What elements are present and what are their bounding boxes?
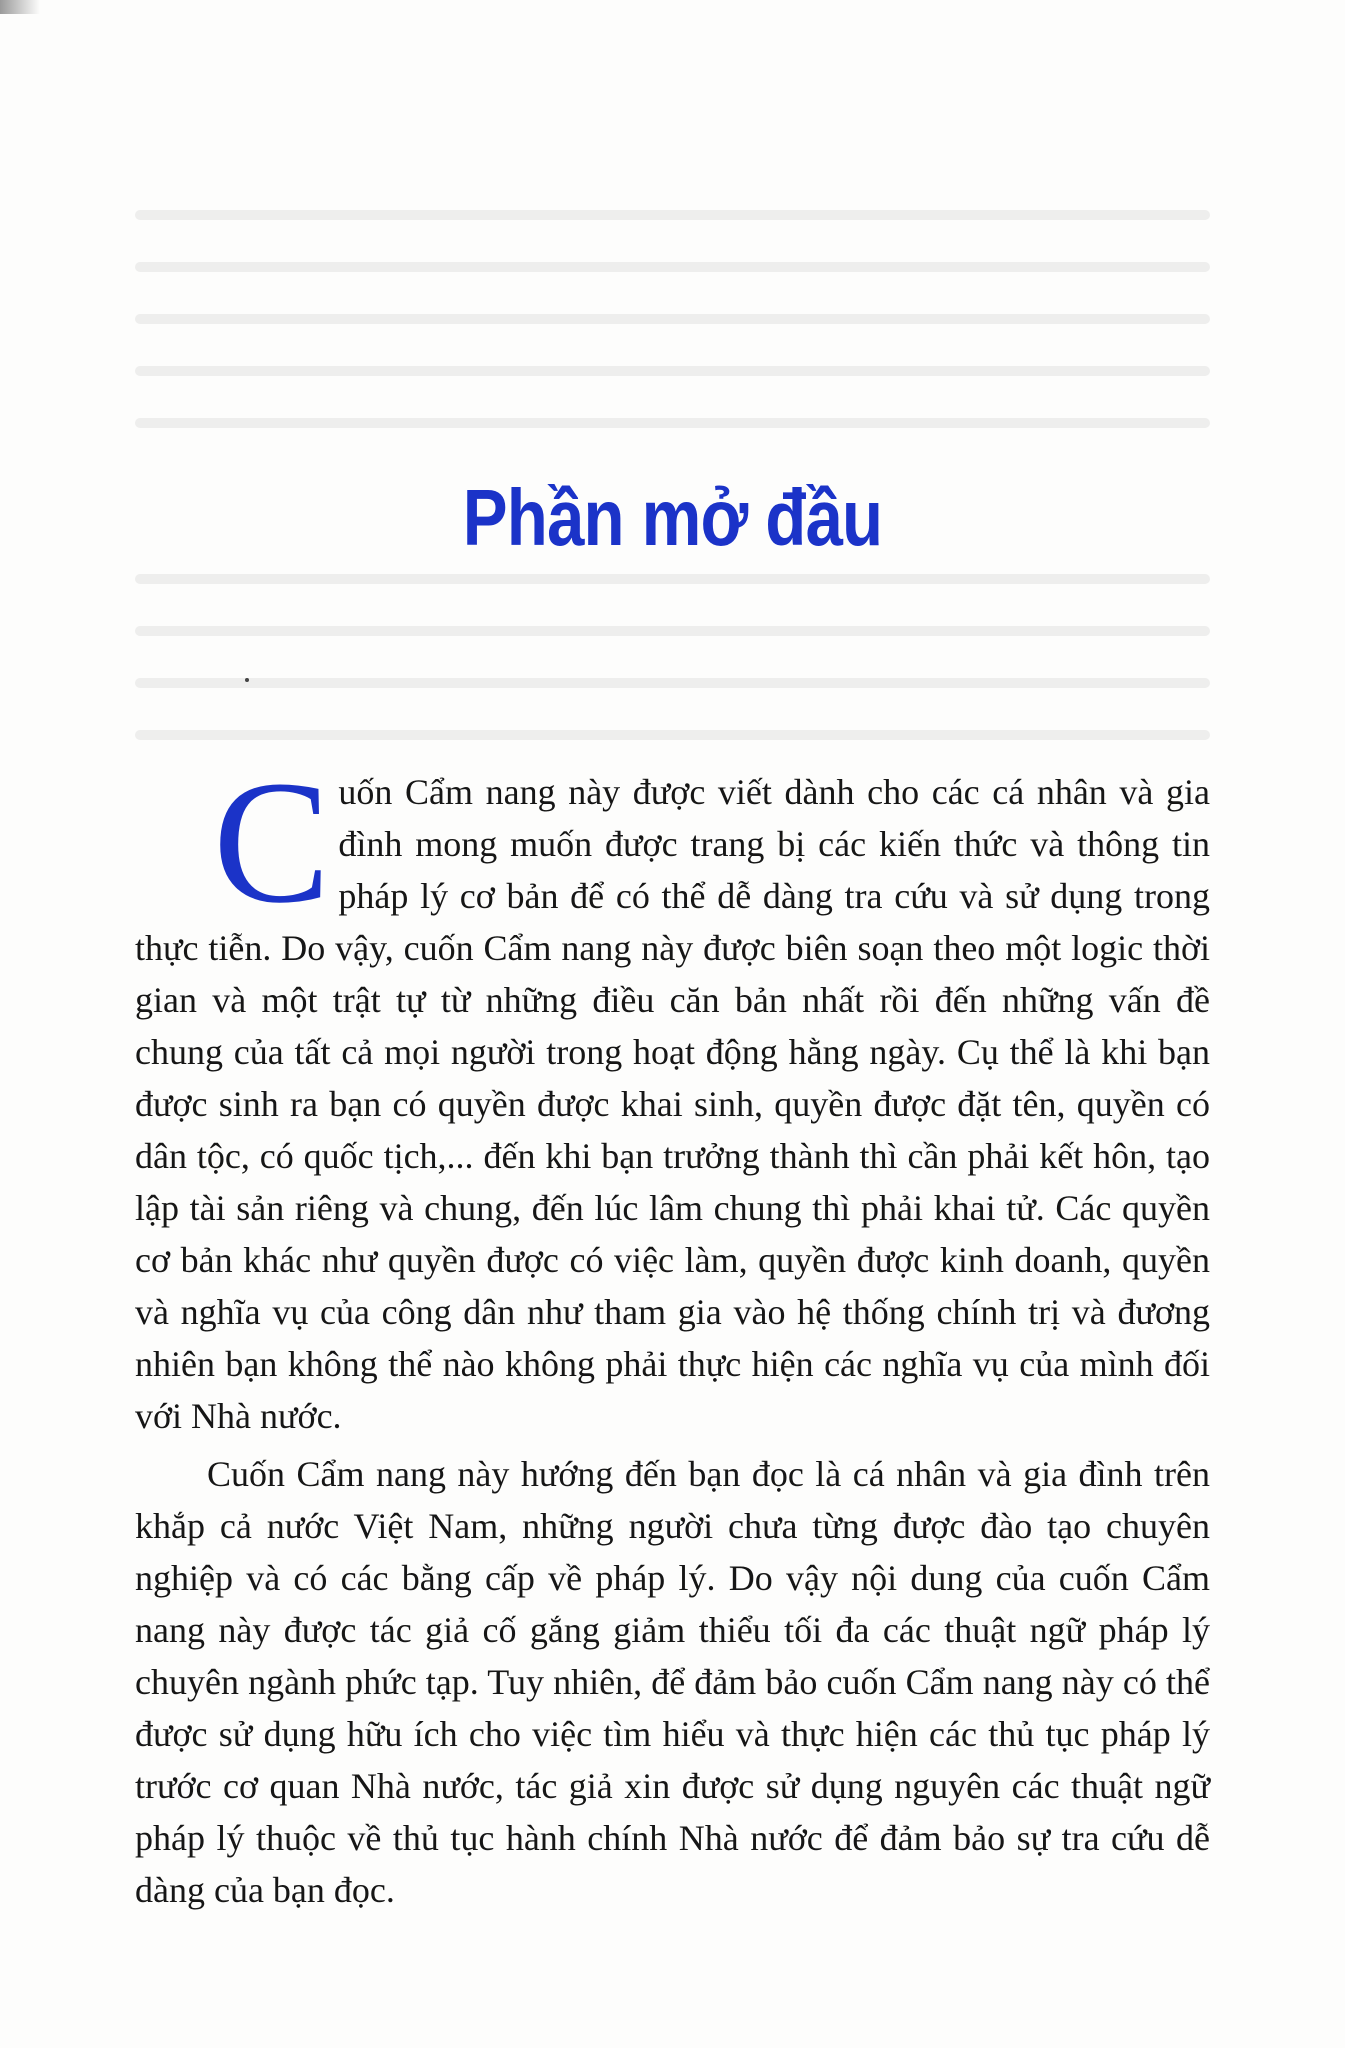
show-through-line: [135, 730, 1210, 740]
show-through-line: [135, 314, 1210, 324]
paragraph-1: [135, 745, 1210, 1442]
paragraph-2: Cuốn Cẩm nang này hướng đến bạn đọc là cá nhân và gia đình trên khắp cả nước Việt Nam, những người chưa từng được đào tạo chuyên nghiệp và có các bằng cấp về pháp lý. Do vậy nội dung của cuốn Cẩm nang này được tác giả cố gắng giảm thiểu tối đa các thuật ngữ pháp lý chuyên ngành phức tạp. Tuy nhiên, để đảm bảo cuốn Cẩm nang này có thể được sử dụng hữu ích cho việc tìm hiểu và thực hiện các thủ tục pháp lý trước cơ quan Nhà nước, tác giả xin được sử dụng nguyên các thuật ngữ pháp lý thuộc về thủ tục hành chính Nhà nước để đảm bảo sự tra cứu dễ dàng của bạn đọc.: [135, 1454, 1210, 1910]
dropcap-letter: C: [213, 745, 331, 940]
scan-corner-mark: [0, 0, 40, 14]
show-through-line: [135, 574, 1210, 584]
show-through-line: [135, 262, 1210, 272]
show-through-line: [135, 626, 1210, 636]
show-through-line: [135, 210, 1210, 220]
show-through-line: [135, 366, 1210, 376]
show-through-line: [135, 678, 1210, 688]
show-through-line: [135, 418, 1210, 428]
paragraph-1-text: uốn Cẩm nang này được viết dành cho các cá nhân và gia đình mong muốn được trang bị các kiến thức và thông tin pháp lý cơ bản để có thể dễ dàng tra cứu và sử dụng trong thực tiễn. Do vậy, cuốn Cẩm nang này được biên soạn theo một logic thời gian và một trật tự từ những điều căn bản nhất rồi đến những vấn đề chung của tất cả mọi người trong hoạt động hằng ngày. Cụ thể là khi bạn được sinh ra bạn có quyền được khai sinh, quyền được đặt tên, quyền có dân tộc, có quốc tịch,... đến khi bạn trưởng thành thì cần phải kết hôn, tạo lập tài sản riêng và chung, đến lúc lâm chung thì phải khai tử. Các quyền cơ bản khác như quyền được có việc làm, quyền được kinh doanh, quyền và nghĩa vụ của công dân như tham gia vào hệ thống chính trị và đương nhiên bạn không thể nào không phải thực hiện các nghĩa vụ của mình đối với Nhà nước.: [135, 772, 1210, 1436]
chapter-title: Phần mở đầu: [462, 473, 883, 562]
body-text: [135, 745, 1210, 1916]
stray-dot: [245, 678, 249, 682]
